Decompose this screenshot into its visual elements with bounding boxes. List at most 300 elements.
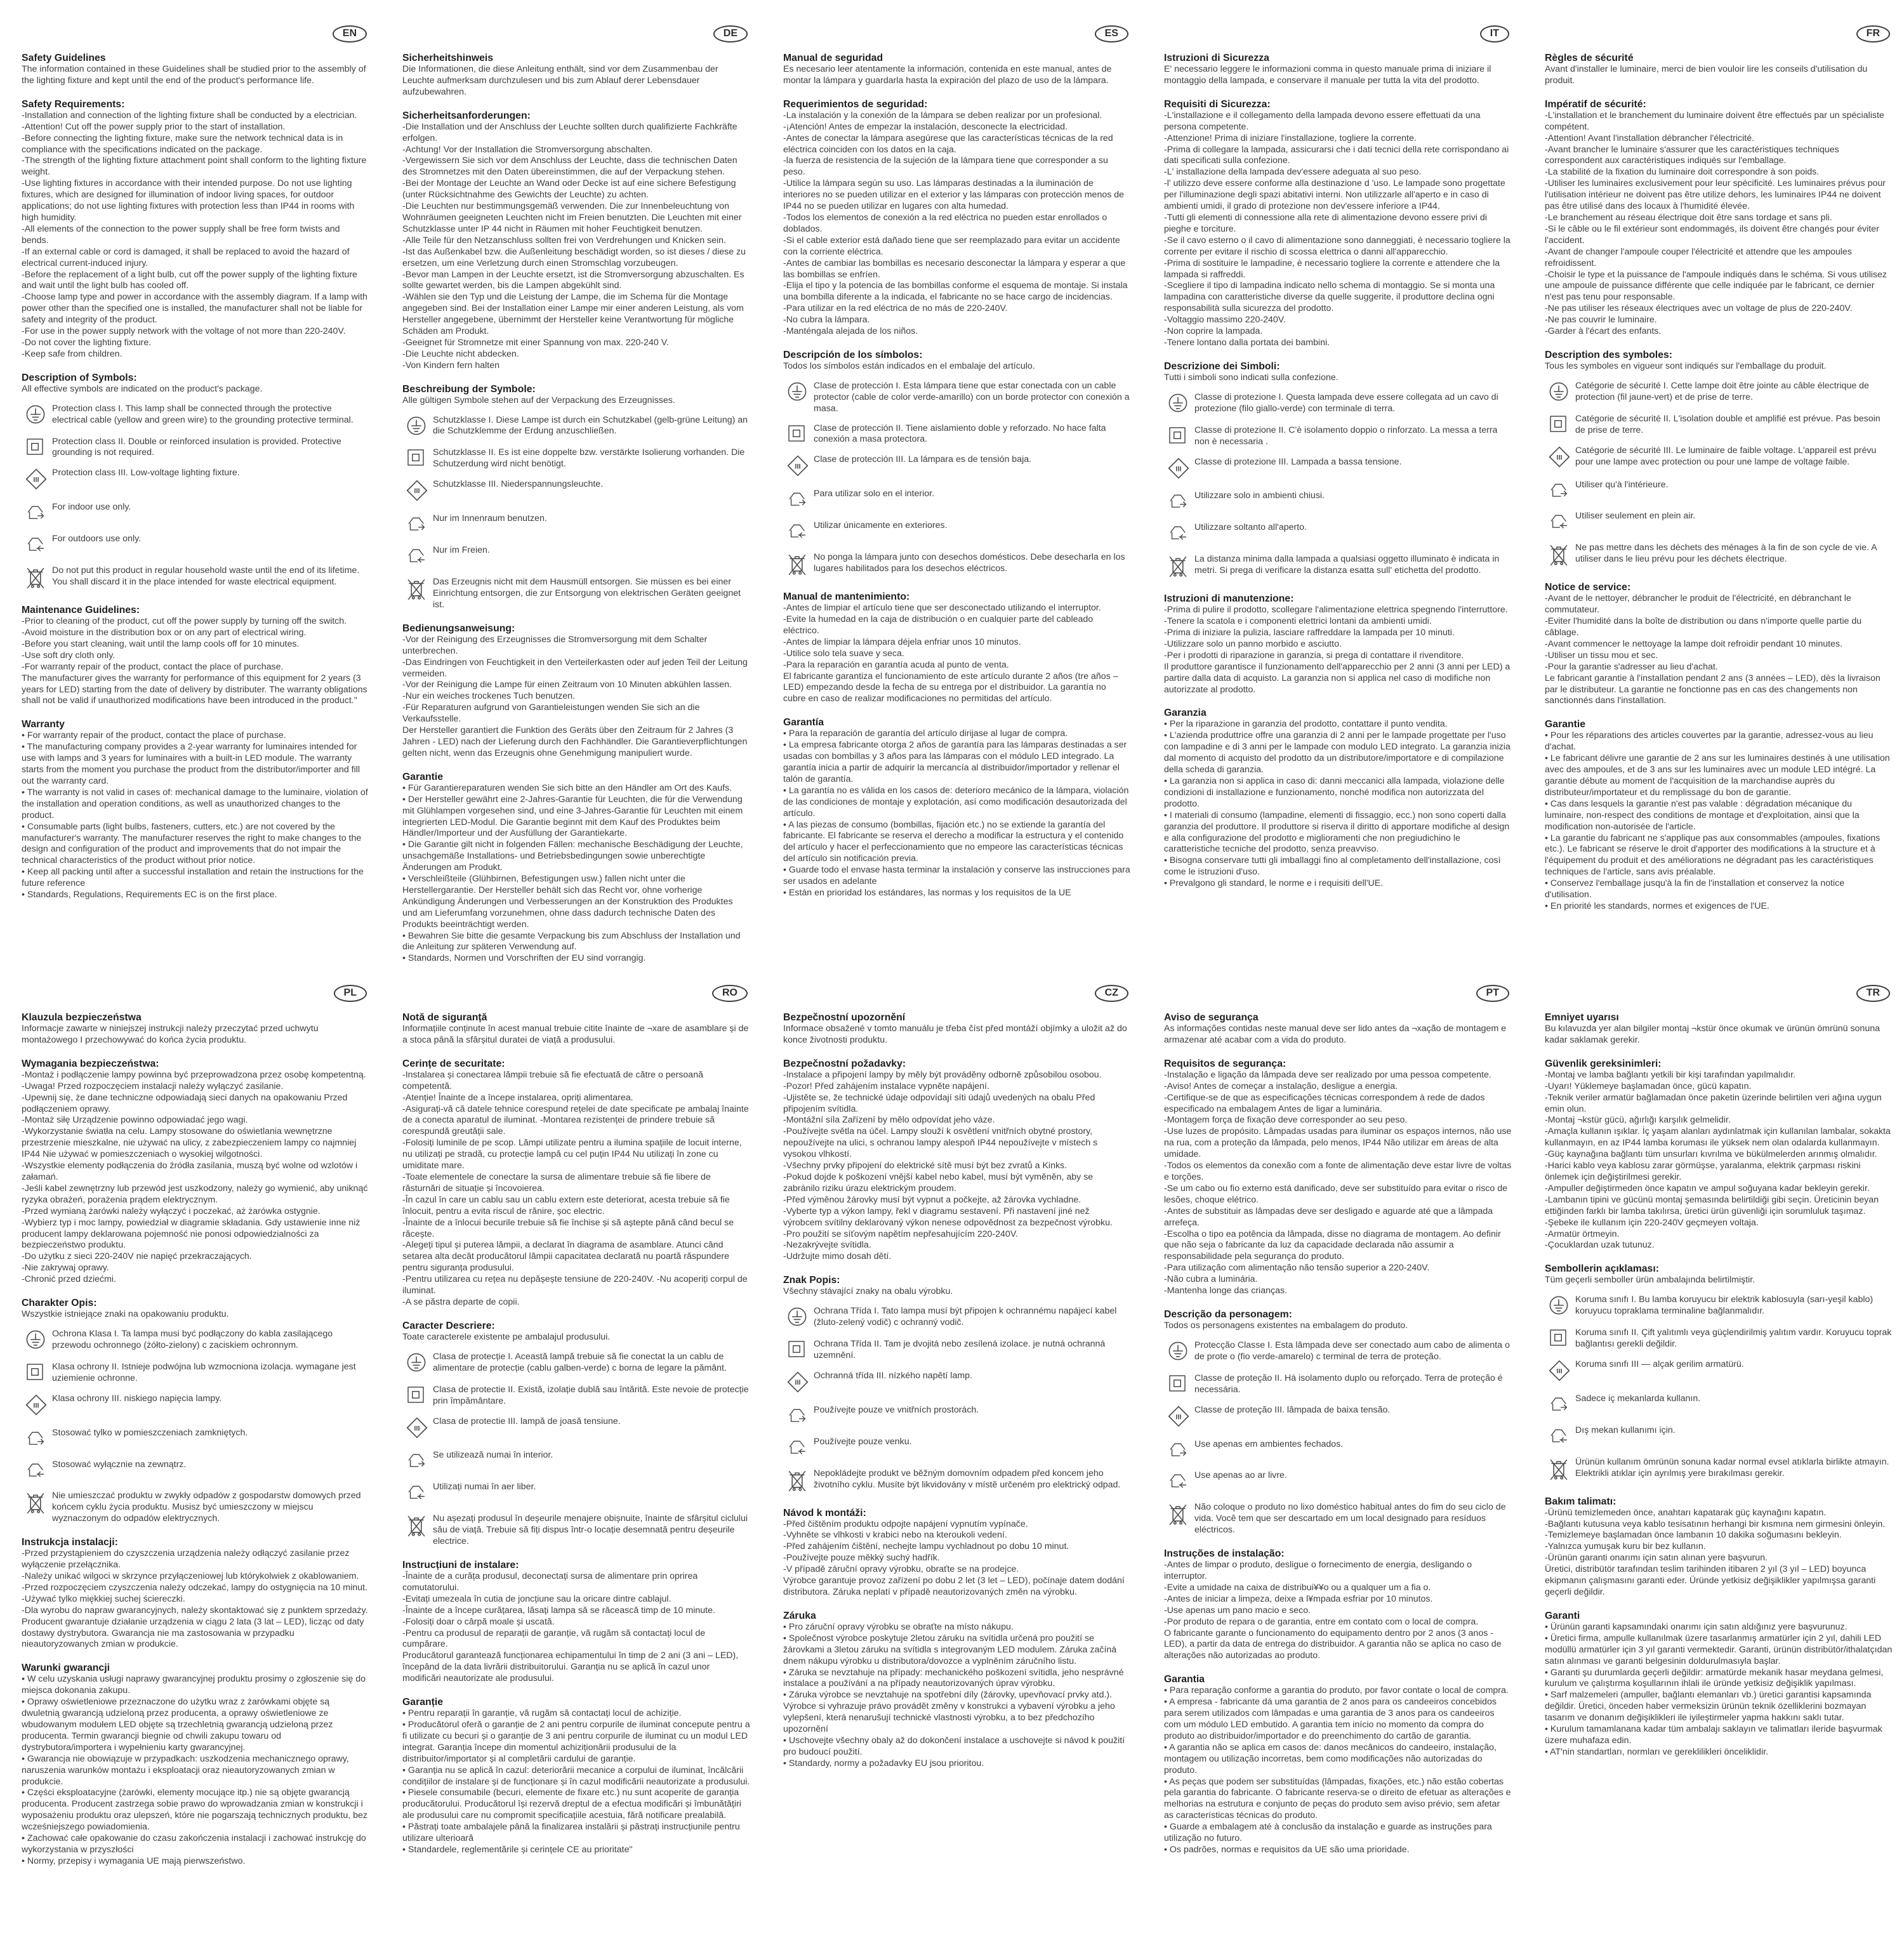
indoor-use-icon (783, 489, 814, 512)
symbol-row (1164, 1439, 1512, 1463)
symbol-row (783, 1468, 1131, 1496)
symbol-row (22, 1329, 369, 1354)
section-heading: Bedienungsanweisung: (402, 622, 515, 634)
symbol-row (402, 545, 750, 569)
protection-class-i-icon (402, 1352, 433, 1376)
text-line: -Tenere lontano dalla portata dei bambini. (1164, 337, 1330, 348)
symbol-row (783, 381, 1131, 415)
text-line: • Pour les réparations des articles couvertes par la garantie, adressez-vous au lieu d'achat. (1545, 730, 1874, 753)
text-line: The manufacturer gives the warranty for performance of this equipment for 2 years (3 years for LED) starting from the date of delivery by distributer. The warranty obligations shall not be valid if unauthorized modifications have been introduced in the product." (22, 673, 367, 706)
indoor-use-icon (783, 1405, 814, 1428)
text-line: -Per i prodotti di riparazione in garanzia, si prega di contattare il rivenditore. (1164, 650, 1464, 661)
symbol-row (1164, 554, 1512, 581)
text-line: -Înainte de a curăța produsul, deconectați sursa de alimentare prin oprirea comutatorului. (402, 1571, 698, 1593)
text-line: -Pozor! Před zahájením instalace vypněte napájení. (783, 1081, 989, 1091)
language-column-it (1164, 24, 1512, 984)
protection-class-iii-icon (22, 468, 52, 494)
symbol-text: Classe de proteção II. Há isolamento duplo ou reforçado. Terra de proteção é necessária. (1194, 1373, 1503, 1395)
text-line: -Lambanın tipini ve gücünü montaj şemasında belirtildiği gibi seçin. Üreticinin beyan ettiğinden farklı bir lamba takılırsa, üretici ürün güvenliği için sorumluluk taşımaz. (1545, 1194, 1879, 1216)
symbol-text: La distanza minima dalla lampada a qualsiasi oggetto illuminato è indicata in metri. Si prega di verificare la distanza esatta sull' etichetta del prodotto. (1194, 554, 1500, 576)
symbol-text: Das Erzeugnis nicht mit dem Hausmüll entsorgen. Sie müssen es bei einer Einrichtung entsorgen, die zur Entsorgung von elektrischen Geräten geeignet ist. (433, 577, 741, 610)
protection-class-iii-icon (783, 1371, 814, 1397)
outdoor-use-icon (1545, 1425, 1575, 1449)
text-line: -Alegeți tipul și puterea lămpii, a declarat în diagrama de asamblare. Atunci când setarea alta decât producătorul lămpii capacitatea declarată nu poartă răspundere pentru siguranța produsului. (402, 1240, 730, 1274)
text-line: -Folosiți luminile de pe scop. Lămpi utilizate pentru a ilumina spațiile de locuit interne, nu utilizați pe stradă, cu protecție lampă cu cel puțin IP44 Nu utilizați în zone cu umiditate mare. (402, 1138, 742, 1171)
symbol-text: No ponga la lámpara junto con desechos domésticos. Debe desecharla en los lugares habilitados para los desechos eléctricos. (814, 552, 1125, 574)
text-line: -Für Reparaturen aufgrund von Garantieleistungen wenden Sie sich an die Verkaufsstelle. (402, 702, 700, 725)
symbol-row (402, 1482, 750, 1505)
text-line: -For use in the power supply network with the voltage of not more than 220-240V. (22, 326, 346, 337)
weee-crossed-bin-icon (22, 1491, 52, 1518)
symbol-text: Protecção Classe I. Esta lâmpada deve ser conectado aum cabo de alimenta o de prote o (fio verde-amarelo) c terminal de terra de proteção. (1194, 1340, 1510, 1362)
text-line: -Vor der Reinigung die Lampe für einen Zeitraum von 10 Minuten abkühlen lassen. (402, 680, 732, 690)
text-line: • The manufacturing company provides a 2-year warranty for luminaires intended for use with lamps and 3 years for luminaires with a built-in LED module. The warranty starts from the moment you purchase the product from the distributor/importer and fill out the warranty card. (22, 742, 360, 786)
symbol-row (1164, 491, 1512, 514)
text-line: -Before the replacement of a light bulb, cut off the power supply of the lighting fixture and wait until the light bulb has cooled off. (22, 269, 357, 291)
text-line: • The warranty is not valid in cases of: mechanical damage to the luminaire, violation of the installation and operation conditions, as well as unauthorized changes to the product. (22, 787, 368, 820)
symbol-text: Classe de proteção III. lâmpada de baixa tensão. (1194, 1404, 1391, 1415)
weee-crossed-bin-icon (1545, 1457, 1575, 1484)
language-badge (1856, 25, 1890, 43)
symbol-text: Nur im Innenraum benutzen. (433, 513, 547, 524)
language-code: CZ (1104, 987, 1118, 998)
text-line: -Před výměnou žárovky musí být vypnut a počkejte, až žárovka vychladne. (783, 1194, 1081, 1205)
symbol-row (1545, 480, 1893, 503)
section-heading: Descrição da personagem: (1164, 1308, 1292, 1320)
symbol-text: Utilizzare solo in ambienti chiusi. (1194, 491, 1325, 501)
language-code: PL (343, 987, 357, 998)
symbol-row (1164, 1470, 1512, 1494)
symbol-row (1545, 381, 1893, 405)
section-heading: Instrucțiuni de instalare: (402, 1560, 519, 1571)
text-line: • Części eksploatacyjne (żarówki, elementy mocujące itp.) nie są objęte gwarancją producenta. Producent zastrzega sobie prawo do wprowadzania zmian w konstrukcji i wyposażeniu produktu oraz ulepszeń, które nie pogarszają technicznych produktu, bez wcześniejszego powiadomienia. (22, 1788, 367, 1833)
section-heading: Description of Symbols: (22, 372, 137, 383)
text-line: • A las piezas de consumo (bombillas, fijación etc.) no se extiende la garantía del fabricante. El fabricante se reserva el derecho a modificar la estructura y el contenido del artículo y hacer el perfeccionamiento que no empeore las características técnicas del artículo sin notificación previa. (783, 819, 1124, 864)
text-line: -L'installazione e il collegamento della lampada devono essere effettuati da una persona competente. (1164, 110, 1481, 132)
symbol-text: Clase de protección II. Tiene aislamiento doble y reforzado. No hace falta conexión a masa protectora. (814, 423, 1106, 445)
text-line: • AT'nin standartları, normları ve gereklilikleri önceliklidir. (1545, 1746, 1768, 1757)
symbol-row (1545, 445, 1893, 471)
symbol-text: Para utilizar solo en el interior. (814, 489, 935, 499)
text-line: -Yalnızca yumuşak kuru bir bez kullanın. (1545, 1541, 1706, 1552)
symbol-text: Catégorie de sécurité II. L'isolation double et amplifié est prévue. Pas besoin de prise de terre. (1575, 413, 1881, 435)
text-line: -Instalação e ligação da lâmpada deve ser realizado por uma pessoa competente. (1164, 1069, 1491, 1080)
column-intro: The information contained in these Guidelines shall be studied prior to the assembly of the lighting fixture and kept until the end of the product's performance life. (22, 64, 366, 86)
text-line: -Ist das Außenkabel bzw. die Außenleitung beschädigt worden, so ist dieses / diese zu ersetzen, um eine Verletzung durch einen Stromschlag vorzubeugen. (402, 246, 746, 268)
svg-text:III: III (414, 1424, 420, 1432)
text-line: • Kurulum tamamlanana kadar tüm ambalajı saklayın ve talimatları ileride başvurmak üzere muhafaza edin. (1545, 1724, 1882, 1746)
svg-text:III: III (33, 1402, 39, 1409)
text-line: -Antes de substituir as lâmpadas deve ser desligado e aguarde até que a lâmpada arrefeça. (1164, 1206, 1493, 1228)
symbol-text: Use apenas em ambientes fechados. (1194, 1439, 1344, 1449)
symbol-text: Utilizzare soltanto all'aperto. (1194, 522, 1307, 533)
indoor-use-icon (1545, 1393, 1575, 1417)
symbol-text: Do not put this product in regular household waste until the end of its lifetime. You shall discard it in the place intended for waste electrical equipment. (52, 565, 360, 588)
symbol-text: Dış mekan kullanımı için. (1575, 1425, 1676, 1435)
text-line: -Utilice la lámpara según su uso. Las lámparas destinadas a la iluminación de interiores no se pueden utilizar en el exterior y las lámparas con protección menos de IP44 no se pueden utilizar en lugares con alta humedad. (783, 178, 1125, 212)
symbol-row (1545, 1393, 1893, 1417)
section-heading: Manual de mantenimiento: (783, 591, 910, 603)
text-line: -Attention! Avant l'installation débrancher l'électricité. (1545, 133, 1755, 143)
section-heading: Sembollerin açıklaması: (1545, 1263, 1659, 1275)
svg-text:III: III (795, 463, 801, 471)
text-line: -Používejte pouze měkký suchý hadřík. (783, 1553, 940, 1564)
symbol-row (783, 423, 1131, 447)
text-line: -Należy unikać wilgoci w skrzynce przyłączeniowej lub którykolwiek z okablowaniem. (22, 1571, 359, 1581)
column-title: Sicherheitshinweis (402, 53, 494, 63)
text-line: -Utilice solo tela suave y seca. (783, 648, 904, 659)
symbol-text: Protection class II. Double or reinforced insulation is provided. Protective grounding is not required. (52, 436, 341, 458)
text-line: • La garantie du fabricant ne s'applique pas aux consommables (ampoules, fixations etc.). Le fabricant se réserve le droit d'apporter des modifications à la structure et à l'équipement du produit et des améliorations ne dégradant pas les caractéristiques techniques de l'article, sans avis préalable. (1545, 833, 1881, 878)
protection-class-i-icon (402, 415, 433, 440)
symbol-row (783, 552, 1131, 579)
text-line: • Consumable parts (light bulbs, fasteners, cutters, etc.) are not covered by the manufacturer's warranty. The manufacturer reserves the right to make changes to the design and configuration of the product and improvements that do not impair the technical characteristics of the product without prior notice. (22, 821, 362, 866)
symbol-row (22, 1491, 369, 1525)
text-line: • Standards, Normen und Vorschriften der EU sind vorrangig. (402, 953, 646, 964)
text-line: Výrobce garantuje provoz zařízení po dobu 2 let (3 let – LED), počínaje datem dodání distributora. Záruka neplatí v případě neautorizovaných změn na výrobku. (783, 1576, 1125, 1597)
text-line: -Before you start cleaning, wait until the lamp cools off for 10 minutes. (22, 638, 300, 649)
text-line: -Das Eindringen von Feuchtigkeit in den Verteilerkasten oder auf jeden Teil der Leitung vermeiden. (402, 657, 748, 679)
section-heading: Garanti (1545, 1610, 1580, 1621)
text-line: -În cazul în care un cablu sau un cablu extern este deteriorat, acesta trebuie să fie înlocuit, pentru a evita riscul de rănire, șoc electric. (402, 1194, 730, 1216)
language-badge (1095, 985, 1128, 1002)
text-line: -Instalarea și conectarea lămpii trebuie să fie efectuată de către o persoană competentă. (402, 1069, 703, 1091)
text-line: -Antes de cambiar las bombillas es necesario desconectar la lámpara y esperar a que las bombillas se enfríen. (783, 258, 1126, 280)
column-title: Notă de siguranță (402, 1012, 487, 1023)
language-code: IT (1490, 28, 1499, 39)
text-line: -Bağlantı kutusuna veya kablo tesisatının herhangi bir kısmına nem girmesini önleyin. (1545, 1518, 1886, 1529)
text-line: -la fuerza de resistencia de la sujeción de la lámpara tiene que corresponder a su peso. (783, 155, 1108, 178)
protection-class-ii-icon (783, 423, 814, 447)
text-line: -Avoid moisture in the distribution box or on any part of electrical wiring. (22, 628, 307, 638)
text-line: -Prior to cleaning of the product, cut off the power supply by turning off the switch. (22, 616, 347, 627)
indoor-use-icon (1164, 1439, 1194, 1463)
language-badge (1856, 985, 1890, 1002)
symbol-row (22, 565, 369, 593)
text-line: El fabricante garantiza el funcionamiento de este artículo durante 2 años (tre años – LED) empezando desde la fecha de su entrega por el distribuidor. La garantía no cubre en caso de realizar modificaciones no permitidas del artículo. (783, 671, 1118, 704)
text-line: -Alle Teile für den Netzanschluss sollten frei von Verdrehungen und Knicken sein. (402, 235, 726, 246)
text-line: • Cas dans lesquels la garantie n'est pas valable : dégradation mécanique du luminaire, non-respect des conditions de montage et d'exploitation, ainsi que la modification non-autorisée de l'article. (1545, 798, 1860, 832)
section-heading: Garantía (783, 717, 824, 728)
text-line: -Use apenas um pano macio e seco. (1164, 1605, 1311, 1616)
section-intro: Tous les symboles en vigueur sont indiqués sur l'emballage du produit. (1545, 360, 1827, 371)
text-line: -Dla wyrobu do napraw gwarancyjnych, należy skontaktować się z punktem sprzedaży. (22, 1605, 368, 1616)
symbol-row (1164, 392, 1512, 417)
text-line: -Utiliser un tissu mou et sec. (1545, 650, 1658, 661)
text-line: -Para la reparación en garantía acuda al punto de venta. (783, 659, 1009, 670)
text-line: -Ujistěte se, že technické údaje odpovídají síti údajů uvedených na obalu Před připojením svítidla. (783, 1092, 1095, 1114)
text-line: -Ampuller değiştirmeden önce kapatın ve ampul soğuyana kadar bekleyin gerekir. (1545, 1183, 1870, 1194)
text-line: -Vergewissern Sie sich vor dem Anschluss der Leuchte, dass die technischen Daten des Stromnetzes mit den Daten übereinstimmen, die auf der Verpackung stehen. (402, 155, 737, 178)
text-line: -Por produto de repara o de garantia, entre em contato com o local de compra. (1164, 1616, 1479, 1627)
text-line: • L'azienda produttrice offre una garanzia di 2 anni per le lampade progettate per l'uso con lampadine e di 3 anni per le lampade con modulo LED integrato. La garanzia inizia dal momento di acquisto del prodotto da un distributore/importatore e di compilazione della scheda di garanzia. (1164, 730, 1511, 775)
symbol-row (22, 502, 369, 525)
column-intro: Avant d'installer le luminaire, merci de bien vouloir lire les conseils d'utilisation du produit. (1545, 64, 1868, 86)
text-line: -Antes de limpiar la lámpara déjela enfriar unos 10 minutos. (783, 636, 1021, 647)
symbol-row (402, 1450, 750, 1473)
section-heading: Safety Requirements: (22, 98, 125, 110)
symbol-text: Nie umieszczać produktu w zwykły odpadów z gospodarstw domowych przed końcem cyklu życia produktu. Musisz być umieszczony w miejscu wyznaczonym do odpadów elektrycznych. (52, 1491, 361, 1524)
text-line: -Tenere la scatola e i componenti elettrici lontani da ambienti umidi. (1164, 616, 1432, 627)
section-heading: Güvenlik gereksinimleri: (1545, 1058, 1662, 1069)
language-code: ES (1104, 28, 1118, 39)
section-heading: Impératif de sécurité: (1545, 98, 1646, 110)
protection-class-iii-icon (1164, 457, 1194, 483)
indoor-use-icon (22, 502, 52, 525)
weee-crossed-bin-icon (783, 552, 814, 579)
text-line: -Montaj ve lamba bağlantı yetkili bir kişi tarafından yapılmalıdır. (1545, 1069, 1796, 1080)
text-line: O fabricante garante o funcionamento do equipamento dentro por 2 anos (3 anos - LED), a partir da data de entrega do distribuidor. A garantia não se aplica no caso de alterações não autorizadas ao produto. (1164, 1628, 1502, 1661)
text-line: -Do not cover the lighting fixture. (22, 337, 152, 348)
text-line: • Le fabricant délivre une garantie de 2 ans sur les luminaires destinés à une utilisation avec des ampoules, et de 3 ans sur les luminaires avec un module LED intégré. La garantie débute au moment de l'acquisition de la marchandise auprès du distributeur/importateur et du remplissage du bon de garantie. (1545, 753, 1890, 798)
column-intro: As informações contidas neste manual deve ser lido antes da ¬xação de montagem e armazenar até acabar com a vida do produto. (1164, 1024, 1507, 1045)
symbol-row (22, 437, 369, 460)
text-line: -Armatür örtmeyin. (1545, 1228, 1620, 1239)
section-heading: Záruka (783, 1610, 816, 1621)
text-line: -Antes de iniciar a limpeza, deixe a l¥mpada esfriar por 10 minutos. (1164, 1593, 1433, 1604)
weee-crossed-bin-icon (1164, 554, 1194, 581)
text-line: -Se il cavo esterno o il cavo di alimentazione sono danneggiati, è necessario togliere la corrente per evitare il rischio di scossa elettrica o danni all'apparecchio. (1164, 235, 1511, 257)
symbol-text: Clase de protección III. La lámpara es de tensión baja. (814, 454, 1032, 465)
section-heading: Istruzioni di manutenzione: (1164, 593, 1294, 605)
column-title: Manual de seguridad (783, 53, 883, 63)
protection-class-iii-icon (402, 1416, 433, 1442)
text-line: • Conservez l'emballage jusqu'à la fin de l'installation et conservez la notice d'utilisation. (1545, 878, 1845, 900)
language-badge (1476, 985, 1509, 1002)
text-line: -Evite a umidade na caixa de distribui¥¥o ou a qualquer um a fia o. (1164, 1582, 1431, 1593)
symbol-row (1545, 511, 1893, 534)
symbol-row (22, 1362, 369, 1385)
section-heading: Instruções de instalação: (1164, 1548, 1285, 1560)
text-line: -Elija el tipo y la potencia de las bombillas conforme el esquema de montaje. Si instala una bombilla diferente a la indicada, el fabricante no se hace cargo de incidencias. (783, 280, 1128, 303)
protection-class-iii-icon (1545, 1359, 1575, 1385)
text-line: -Certifique-se de que as especificações técnicas correspondem à rede de dados especificado na embalagem Antes de ligar a luminária. (1164, 1092, 1485, 1114)
text-line: -Use luzes de propósito. Lâmpadas usadas para iluminar os espaços internos, não use na rua, com a proteção da lâmpada, pelo menos, IP44 Não utilizar em áreas de alta umidade. (1164, 1126, 1512, 1160)
text-line: -Utilizzare solo un panno morbido e asciutto. (1164, 638, 1342, 649)
text-line: -Montaj ¬kstür gücü, ağırlığı karşılık gelmelidir. (1545, 1115, 1731, 1126)
symbol-row (1545, 1425, 1893, 1449)
indoor-use-icon (402, 1450, 433, 1473)
section-heading: Bezpečnostní požadavky: (783, 1058, 906, 1069)
text-line: -Achtung! Vor der Installation die Stromversorgung abschalten. (402, 144, 653, 155)
symbol-text: Používejte pouze venku. (814, 1436, 912, 1447)
text-line: • Piesele consumabile (becuri, elemente de fixare etc.) nu sunt acoperite de garanția producătorului. Producătorul își rezervă dreptul de a efectua modificări și îmbunătățiri ale produsului care nu compromit specificațiile acestuia, fără notificare prealabilă. (402, 1788, 741, 1821)
text-line: -Para utilização com alimentação não tensão superior a 220-240V. (1164, 1263, 1430, 1274)
text-line: • Standardele, reglementările și cerințele CE au prioritate" (402, 1844, 633, 1855)
language-column-es (783, 24, 1131, 984)
symbol-text: Protection class I. This lamp shall be connected through the protective electrical cable (yellow and green wire) to the grounding protective terminal. (52, 403, 354, 425)
svg-text:III: III (1175, 464, 1182, 473)
section-heading: Description des symboles: (1545, 349, 1673, 360)
symbol-row (1164, 1340, 1512, 1365)
text-line: • Para la reparación de garantía del artículo dirijase al lugar de compra. (783, 728, 1068, 739)
protection-class-i-icon (783, 381, 814, 405)
text-line: • Guarde a embalagem até à conclusão da instalação e guarde as instruções para utilização no futuro. (1164, 1822, 1492, 1844)
text-line: -Antes de conectar la lámpara asegúrese que las características técnicas de la red eléctrica coinciden con los datos en la caja. (783, 133, 1113, 155)
text-line: -Montaż i podłączenie lampy powinna być przeprowadzona przez osobę kompetentną. (22, 1069, 366, 1080)
svg-text:III: III (795, 1379, 801, 1387)
text-line: -Antes de limpiar el artículo tiene que ser desconectado utilizando el interruptor. (783, 603, 1101, 614)
column-title: Istruzioni di Sicurezza (1164, 53, 1269, 63)
text-line: -Prima di pulire il prodotto, scollegare l'alimentazione elettrica spegnendo l'interruttore. (1164, 605, 1508, 616)
symbol-text: Catégorie de sécurité III. Le luminaire de faible voltage. L'appareil est prévu pour une lampe avec protection ou pour une lampe de voltage faible. (1575, 445, 1877, 467)
text-line: -A se păstra departe de copii. (402, 1296, 520, 1307)
text-line: -La stabilité de la fixation du luminaire doit correspondre à son poids. (1545, 167, 1820, 178)
symbol-text: For indoor use only. (52, 502, 131, 513)
text-line: -No cubra la lámpara. (783, 315, 870, 326)
language-badge (713, 25, 748, 43)
symbol-row (402, 1513, 750, 1548)
section-intro: Toate caracterele existente pe ambalajul produsului. (402, 1331, 611, 1342)
text-line: -Temizlemeye başlamadan önce lambanın 10 dakika soğumasını bekleyin. (1545, 1530, 1842, 1541)
symbol-text: Utiliser qu'à l'intérieure. (1575, 479, 1669, 490)
symbol-row (1164, 425, 1512, 449)
protection-class-i-icon (22, 1329, 52, 1354)
text-line: • La empresa fabricante otorga 2 años de garantía para las lámparas destinadas a ser usadas con bombillas y 3 años para las lámparas con el módulo LED integrado. La garantía inicia a partir de adquirir la mercancía al distribuidor/importador y rellenar el talón de garantía. (783, 740, 1127, 784)
column-title: Bezpečnostní upozornění (783, 1012, 906, 1023)
symbol-row (402, 447, 750, 471)
symbol-row (783, 489, 1131, 512)
indoor-use-icon (402, 513, 433, 537)
svg-text:III: III (1556, 453, 1563, 461)
protection-class-ii-icon (783, 1339, 814, 1362)
text-line: -Se um cabo ou fio externo está danificado, deve ser substituído para evitar o risco de lesões, choque elétrico. (1164, 1183, 1508, 1205)
text-line: -Installation and connection of the lighting fixture shall be conducted by a electrician. (22, 110, 357, 121)
symbol-text: Koruma sınıfı I. Bu lamba koruyucu bir elektrik kablosuyla (sarı-yeşil kablo) koruyucu topraklama terminaline bağlanmalıdır. (1575, 1294, 1874, 1317)
symbol-text: For outdoors use only. (52, 534, 142, 544)
text-line: • Verschleißteile (Glühbirnen, Befestigungen usw.) fallen nicht unter die Herstellergarantie. Der Hersteller behält sich das Recht vor, ohne vorherige Ankündigung Änderungen und Verbesserungen an der Konstruktion des Produktes und am Lieferumfang vorzunehmen, ohne dass dadurch technische Daten des Produkts beeinträchtigt werden. (402, 874, 733, 930)
text-line: Producent gwarantuje działanie urządzenia w ciągu 2 lata (3 lat – LED), licząc od daty dostawy dystrybutora. Gwarancja nie ma zastosowania w przypadku nieautoryzowanych zmian w produkcie. (22, 1616, 364, 1650)
text-line: -Prima di sostituire le lampadine, è necessario togliere la corrente e attendere che la lampada si raffreddi. (1164, 258, 1500, 280)
text-line: -Die Installation und der Anschluss der Leuchte sollten durch qualifizierte Fachkräfte erfolgen. (402, 121, 737, 143)
text-line: • Garanția nu se aplică în cazul: deteriorării mecanice a corpului de iluminat, încălcării condițiilor de instalare și de funcționare și în cazul modificării neautorizate a produsului. (402, 1765, 750, 1787)
text-line: -Keep safe from children. (22, 348, 122, 359)
protection-class-ii-icon (1545, 1327, 1575, 1351)
text-line: -Von Kindern fern halten (402, 360, 500, 371)
text-line: • Bewahren Sie bitte die gesamte Verpackung bis zum Abschluss der Installation und die Anleitung zur späteren Verwendung auf. (402, 930, 741, 952)
weee-crossed-bin-icon (783, 1468, 814, 1496)
text-line: -Uwaga! Przed rozpoczęciem instalacji należy wyłączyć zasilanie. (22, 1081, 284, 1091)
text-line: • A empresa - fabricante dá uma garantia de 2 anos para os candeeiros concebidos para serem utilizados com lâmpadas e uma garantia de 3 anos para os candeeiros com um módulo LED embutido. A garantia tem início no momento da compra do produto ao distribuidor/importador e do preenchimento do cartão de garantia. (1164, 1697, 1497, 1741)
column-title: Règles de sécurité (1545, 53, 1634, 63)
symbol-row (783, 1306, 1131, 1331)
text-line: • Están en prioridad los estándares, las normas y los requisitos de la UE (783, 887, 1071, 898)
section-intro: Todos os personagens existentes na embalagem do produto. (1164, 1320, 1408, 1331)
section-heading: Warunki gwarancji (22, 1663, 110, 1674)
section-heading: Znak Popis: (783, 1275, 840, 1286)
symbol-text: Clasa de protecție I. Această lampă trebuie să fie conectat la un cablu de alimentare de protecție (cablu galben-verde) c borna de legare la pământ. (433, 1351, 727, 1373)
section-heading: Návod k montáži: (783, 1507, 866, 1518)
symbol-row (1545, 543, 1893, 570)
language-code: TR (1866, 987, 1880, 998)
text-line: -Use soft dry cloth only. (22, 650, 116, 661)
text-line: -Utiliser les luminaires exclusivement pour leur spécificité. Les luminaires prévus pour l'utilisation intérieur ne doivent pas être utilize dehors, les luminaires IP44 ne doivent pas être utilisé dans des locaux à l'humidité élevée. (1545, 178, 1886, 212)
protection-class-iii-icon (1164, 1405, 1194, 1431)
section-heading: Wymagania bezpieczeństwa: (22, 1058, 159, 1069)
text-line: -Non coprire la lampada. (1164, 326, 1263, 337)
symbol-row (402, 577, 750, 611)
section-heading: Beschreibung der Symbole: (402, 383, 536, 395)
text-line: -Le branchement au réseau électrique doit être sans tordage et sans pli. (1545, 212, 1832, 223)
weee-crossed-bin-icon (1545, 543, 1575, 570)
text-line: -Todos los elementos de conexión a la red eléctrica no pueden estar enrollados o doblados. (783, 212, 1107, 234)
text-line: -Toate elementele de conectare la sursa de alimentare trebuie să fie libere de răsturnări de situație și încovoierea. (402, 1171, 711, 1194)
text-line: • Für Garantiereparaturen wenden Sie sich bitte an den Händler am Ort des Kaufs. (402, 782, 732, 793)
text-line: • Păstrați toate ambalajele până la finalizarea instalării și păstrați instrucțiunile pentru utilizare ulterioară (402, 1822, 740, 1844)
symbol-row (783, 454, 1131, 480)
text-line: -Ürünü temizlemeden önce, anahtarı kapatarak güç kaynağını kapatın. (1545, 1507, 1827, 1518)
section-intro: All effective symbols are indicated on the product's package. (22, 383, 263, 394)
symbol-text: Klasa ochrony III. niskiego napięcia lampy. (52, 1393, 222, 1404)
text-line: -Montaż siłę Urządzenie powinno odpowiadać jego wagi. (22, 1115, 248, 1126)
text-line: -Bei der Montage der Leuchte an Wand oder Decke ist auf eine sichere Befestigung (unter Rücksichtnahme des Gewichts der Leuchte) zu achten. (402, 178, 736, 201)
language-code: EN (342, 28, 357, 39)
text-line: Üretici, distribütör tarafından teslim tarihinden itibaren 2 yıl (3 yıl – LED) boyunca ekipmanın çalışmasını garanti eder. Üründe yetkisiz değişiklikler yapılmışsa garanti geçerli değildir. (1545, 1564, 1876, 1597)
symbol-text: Use apenas ao ar livre. (1194, 1470, 1287, 1481)
text-line: -Upewnij się, że dane techniczne odpowiadają sieci danych na opakowaniu Przed podłączeniem oprawy. (22, 1092, 348, 1114)
text-line: -Folosiți doar o cârpă moale și uscată. (402, 1616, 555, 1627)
text-line: Il produttore garantisce il funzionamento dell'apparecchio per 2 anni (3 anni per LED) a partire dalla data di acquisto. La garanzia non si applica nel caso di modifiche non autorizzate al prodotto. (1164, 661, 1511, 695)
text-line: -Ne pas couvrir le luminaire. (1545, 315, 1657, 326)
weee-crossed-bin-icon (22, 565, 52, 593)
svg-text:III: III (33, 476, 39, 484)
protection-class-iii-icon (1545, 445, 1575, 471)
symbol-row (402, 415, 750, 440)
text-line: -Tutti gli elementi di connessione alla rete di alimentazione devono essere privi di pieghe e torciture. (1164, 212, 1487, 234)
text-line: • Keep all packing until after a successful installation and retain the instructions for the future reference (22, 867, 364, 889)
text-line: Der Hersteller garantiert die Funktion des Geräts über den Zeitraum für 2 Jahres (3 Jahren - LED) nach der Lieferung durch den Fachhändler. Die Garantieverpflichtungen gelten nicht, wenn das Erzeugnis ohne Genehmigung manipuliert wurde. (402, 725, 748, 758)
column-intro: Informacje zawarte w niniejszej instrukcji należy przeczytać przed uchwytu montażowego I przechowywać do końca życia produktu. (22, 1024, 319, 1045)
text-line: • Oprawy oświetleniowe przeznaczone do użytku wraz z żarówkami objęte są dwuletnią gwarancją udzieloną przez producenta, a oprawy oświetleniowe ze wbudowanym modułem LED objęte są trzechletnią gwarancją udzieloną przez producenta. Termin gwarancji biegnie od chwili zakupu towaru od dystrybutora/importera i wypełnieniu karty gwarancyjnej. (22, 1697, 333, 1753)
section-heading: Bakım talimatı: (1545, 1496, 1616, 1507)
outdoor-use-icon (1164, 1470, 1194, 1494)
text-line: • Die Garantie gilt nicht in folgenden Fällen: mechanische Beschädigung der Leuchte, unsachgemäße Installations- und Betriebsbedingungen sowie unberechtigte Änderungen am Produkt. (402, 840, 743, 873)
symbol-text: Schutzklasse II. Es ist eine doppelte bzw. verstärkte Isolierung vorhanden. Die Schutzerdung wird nicht benötigt. (433, 447, 745, 470)
text-line: -Amaçla kullanın ışıklar. İç yaşam alanları aydınlatmak için kullanılan lambalar, sokakta kullanmayın, en az IP44 lamba koruması ile yüksek nem olan odalarda kullanmayın. (1545, 1126, 1891, 1149)
text-line: -Avant brancher le luminaire s'assurer que les caractéristiques techniques correspondent aux caractéristiques indiqués sur l'emballage. (1545, 144, 1839, 166)
symbol-text: Se utilizează numai în interior. (433, 1450, 553, 1461)
text-line: • Gwarancja nie obowiązuje w przypadkach: uszkodzenia mechanicznego oprawy, naruszenia warunków montażu i eksploatacji oraz nieautoryzowanych zmian w produkcie. (22, 1753, 349, 1787)
text-line: -Înainte de a începe curățarea, lăsați lampa să se răcească timp de 10 minute. (402, 1605, 715, 1616)
text-line: -Před zahájením čištění, nechejte lampu vychladnout po dobu 10 minut. (783, 1541, 1069, 1552)
section-heading: Instrukcja instalacji: (22, 1537, 118, 1548)
text-line: -Pro použití se síťovým napětím nepřesahujícím 220-240V. (783, 1228, 1018, 1239)
protection-class-ii-icon (1164, 425, 1194, 449)
language-badge (1480, 25, 1509, 43)
text-line: Le fabricant garantie à l'installation pendant 2 ans (3 années – LED), dès la livraison par le distributeur. La garantie ne fonctionne pas en cas des changements non sanctionnés dans l'installation. (1545, 673, 1881, 706)
column-intro: Informace obsažené v tomto manuálu je třeba číst před montáží objímky a uložit až do konce životnosti produktu. (783, 1024, 1127, 1045)
text-line: -Înainte de a înlocui becurile trebuie să fie închise și să aștepte până când becul se răcește. (402, 1217, 734, 1239)
text-line: • Pentru reparații în garanție, vă rugăm să contactați locul de achiziție. (402, 1708, 682, 1719)
text-line: -Escolha o tipo ea potência da lâmpada, disse no diagrama de montagem. Ao definir que não seja o fabricante da luz da capacidade declarada não assumir a responsabilidade pela segurança do produto. (1164, 1228, 1501, 1262)
column-title: Emniyet uyarısı (1545, 1012, 1619, 1023)
outdoor-use-icon (783, 1437, 814, 1460)
symbol-text: Classe di protezione II. C'è isolamento doppio o rinforzato. La messa a terra non è necessaria . (1194, 425, 1498, 447)
text-line: -Wählen sie den Typ und die Leistung der Lampe, die im Schema für die Montage angegeben sind. Bei der Installation einer Lampe mir einer anderen Leistung, als vom Hersteller angegebene, übernimmt der Hersteller keine Verantwortung für mögliche Schäden am Produkt. (402, 292, 744, 337)
symbol-row (22, 468, 369, 494)
outdoor-use-icon (1545, 511, 1575, 534)
symbol-text: Nur im Freien. (433, 545, 490, 556)
protection-class-i-icon (1164, 392, 1194, 417)
protection-class-ii-icon (22, 437, 52, 460)
text-line: -Před čištěním produktu odpojte napájení vypnutím vypínače. (783, 1518, 1028, 1529)
text-line: • Normy, przepisy i wymagania UE mają pierwszeństwo. (22, 1855, 246, 1866)
symbol-text: Klasa ochrony II. Istnieje podwójna lub wzmocniona izolacja. wymagane jest uziemienie ochronne. (52, 1361, 356, 1383)
symbol-row (402, 1352, 750, 1376)
protection-class-iii-icon (22, 1393, 52, 1419)
text-line: -Asigurați-vă că datele tehnice corespund rețelei de date specificate pe ambalaj înainte de a conecta aparatul de iluminat. -Montarea rezistenței de prindere trebuie să corespundă greutății sale. (402, 1103, 749, 1137)
section-heading: Descrizione dei Simboli: (1164, 360, 1280, 372)
